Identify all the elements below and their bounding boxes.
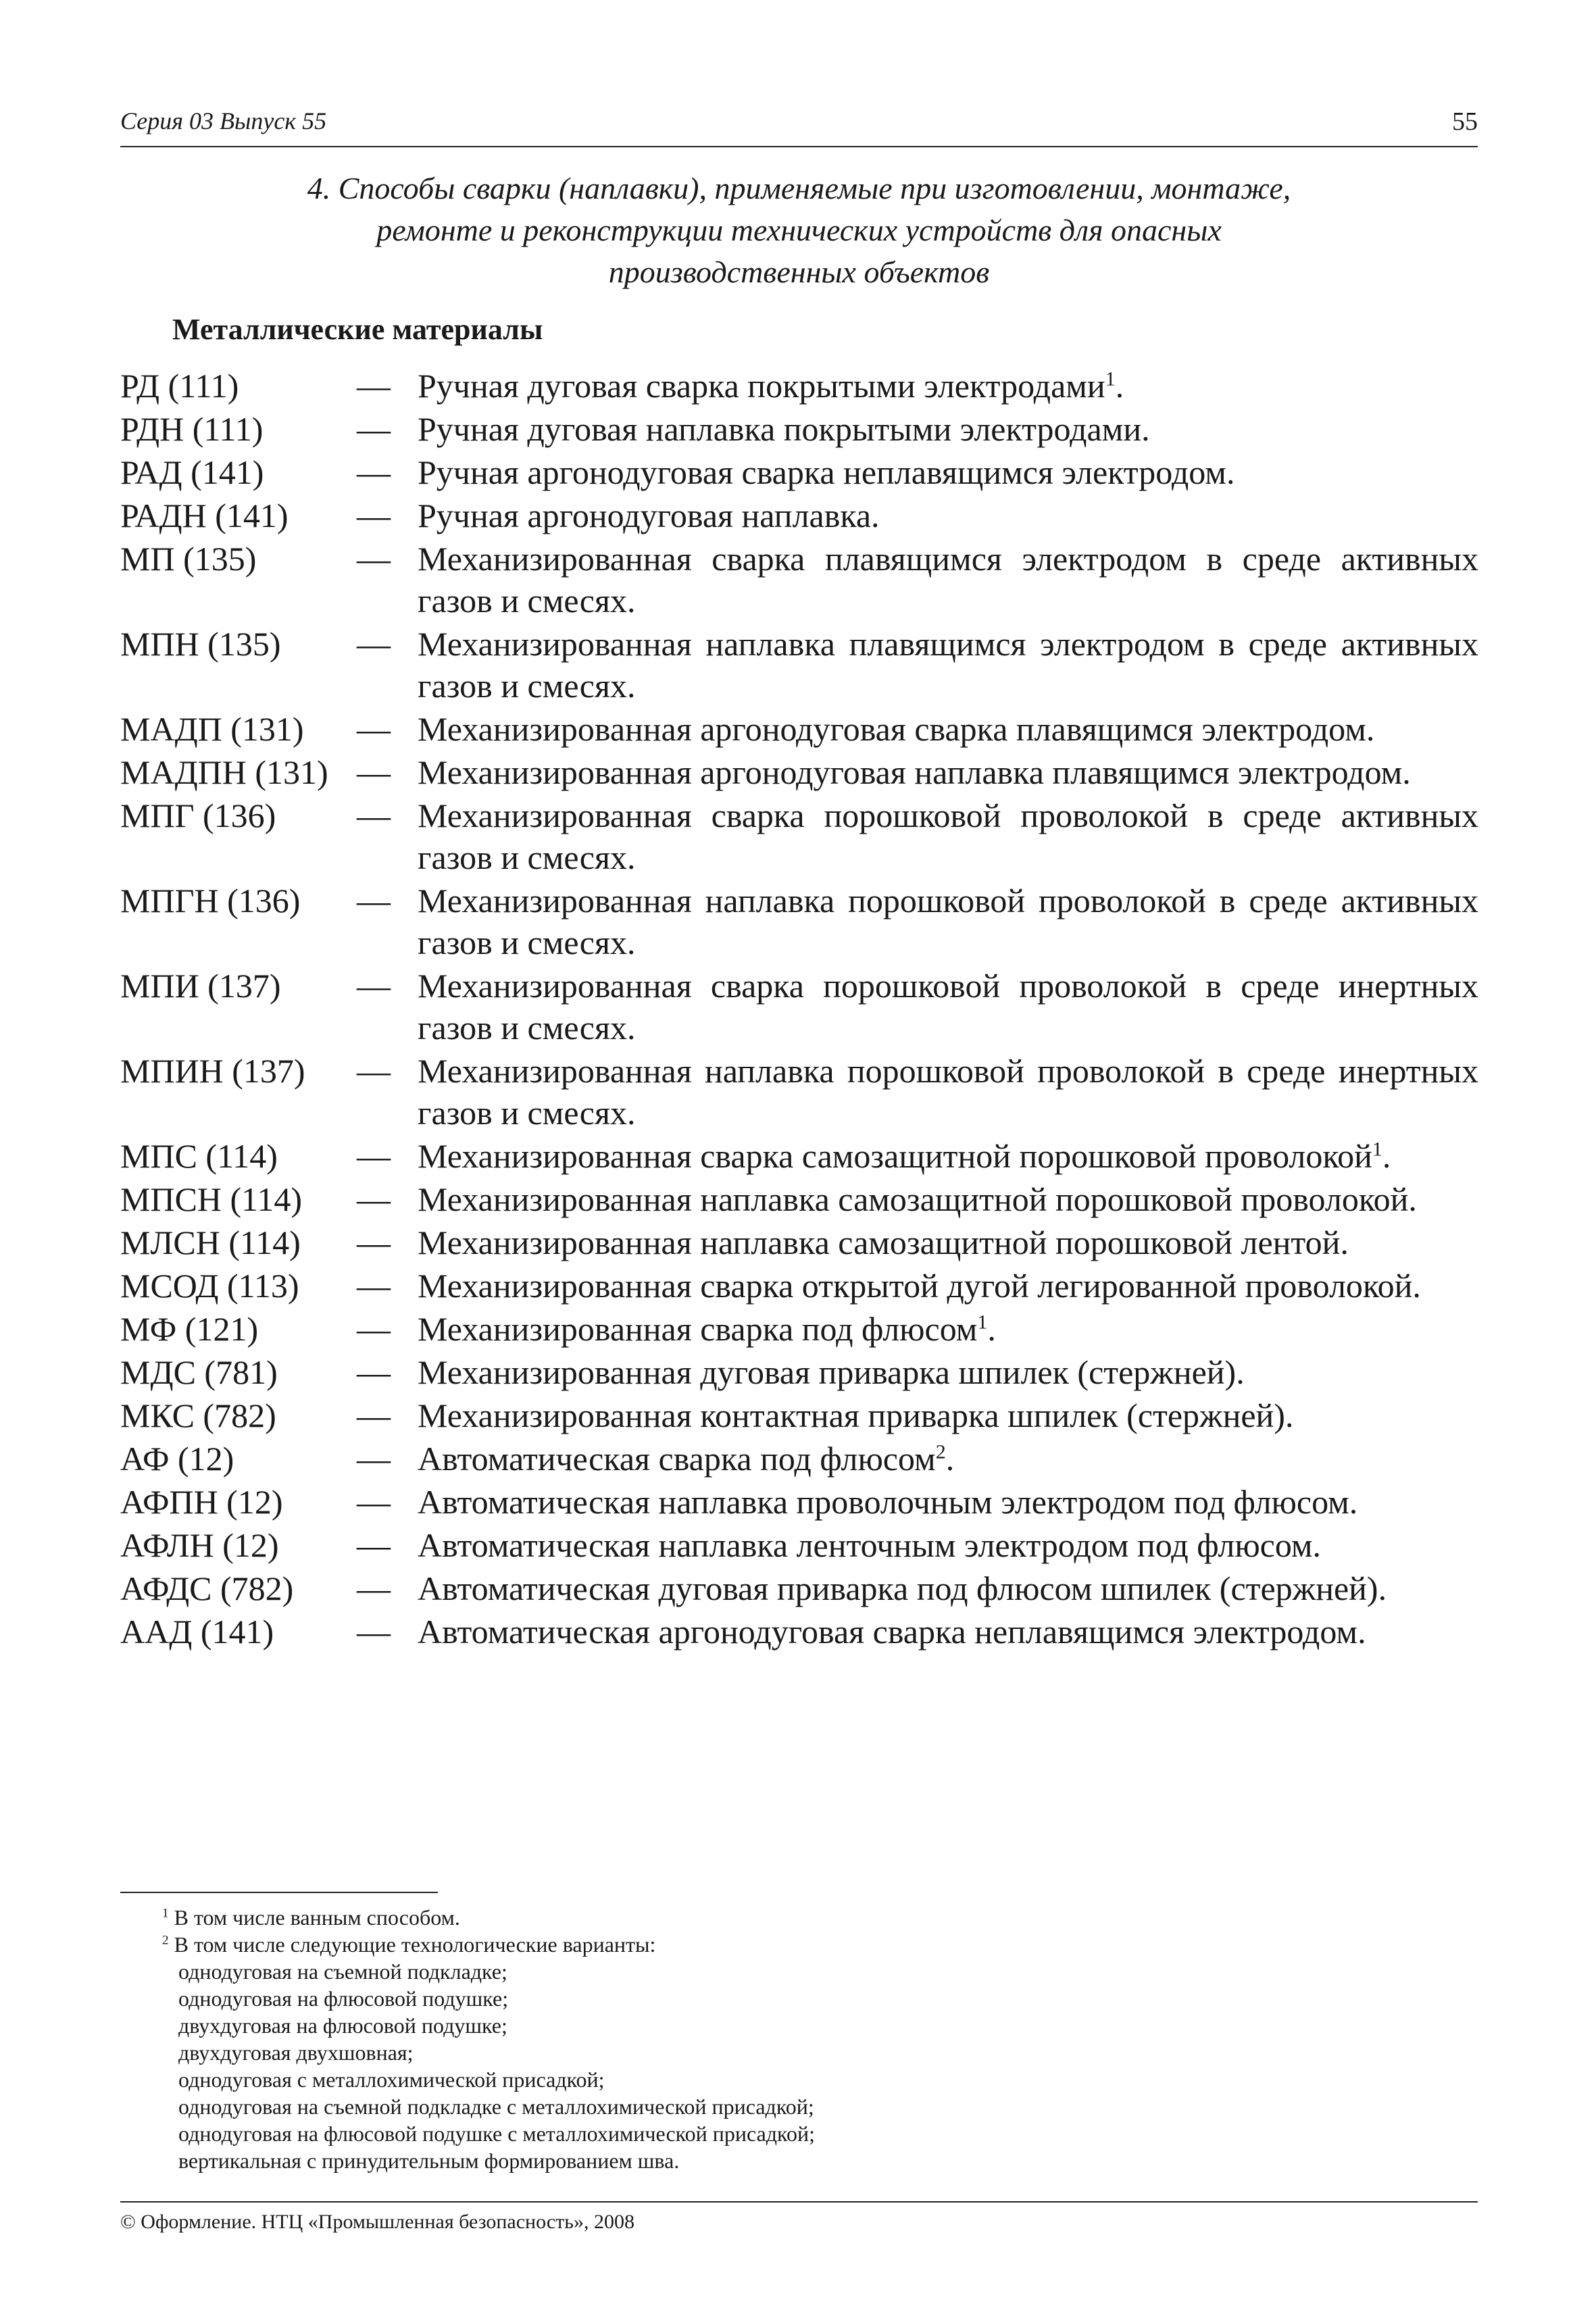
method-description: Механизированная сварка порошковой проволокой в среде активных газов и смесях. bbox=[418, 797, 1478, 876]
dash: — bbox=[357, 453, 391, 491]
method-description: Механизированная аргонодуговая наплавка плавящимся электродом. bbox=[418, 753, 1411, 791]
dash: — bbox=[357, 1526, 391, 1564]
method-code: МПСН (114) bbox=[120, 1180, 302, 1218]
footnote-ref: 1 bbox=[977, 1311, 988, 1334]
list-item bbox=[120, 1611, 1478, 1653]
list-item bbox=[120, 1481, 1478, 1523]
method-description bbox=[418, 1135, 1478, 1177]
method-code: АФ (12) bbox=[120, 1440, 234, 1478]
footnote-variant: однодуговая на съемной подкладке; bbox=[178, 1959, 507, 1984]
method-description: Механизированная сварка открытой дугой легированной проволокой. bbox=[418, 1267, 1421, 1305]
list-item bbox=[120, 1438, 1478, 1480]
method-description bbox=[418, 1308, 1478, 1350]
list-item bbox=[120, 538, 1478, 622]
footnote-ref: 1 bbox=[1105, 368, 1116, 391]
section-title-line: ремонте и реконструкции технических устройств для опасных bbox=[376, 213, 1222, 247]
method-description: Механизированная аргонодуговая сварка плавящимся электродом. bbox=[418, 710, 1375, 748]
method-code: МФ (121) bbox=[120, 1310, 259, 1348]
footnote-variant: однодуговая с металлохимической присадкой; bbox=[178, 2067, 605, 2092]
method-code: МПС (114) bbox=[120, 1137, 278, 1175]
method-code: РДН (111) bbox=[120, 410, 264, 448]
method-description: Механизированная контактная приварка шпилек (стержней). bbox=[418, 1397, 1294, 1434]
dash: — bbox=[357, 1483, 391, 1521]
dash: — bbox=[357, 1137, 391, 1175]
dash: — bbox=[357, 753, 391, 791]
punctuation: . bbox=[1382, 1137, 1391, 1175]
description-text: Автоматическая сварка под флюсом bbox=[418, 1440, 936, 1478]
method-description: Механизированная наплавка самозащитной порошковой проволокой. bbox=[418, 1180, 1417, 1218]
method-code: МАДП (131) bbox=[120, 710, 304, 748]
method-code: МПГ (136) bbox=[120, 797, 276, 834]
method-description: Автоматическая аргонодуговая сварка неплавящимся электродом. bbox=[418, 1613, 1366, 1651]
list-item bbox=[120, 1351, 1478, 1393]
footnote-variant: двухдуговая на флюсовой подушке; bbox=[178, 2013, 507, 2038]
welding-methods-list bbox=[120, 365, 1478, 1654]
method-description: Автоматическая дуговая приварка под флюсом шпилек (стержней). bbox=[418, 1569, 1387, 1607]
footnote-variant: вертикальная с принудительным формированием шва. bbox=[178, 2148, 680, 2173]
description-text: Механизированная сварка самозащитной порошковой проволокой bbox=[418, 1137, 1372, 1175]
list-item bbox=[120, 1394, 1478, 1436]
method-code: АФЛН (12) bbox=[120, 1526, 279, 1564]
method-description: Механизированная наплавка порошковой проволокой в среде активных газов и смесях. bbox=[418, 882, 1478, 961]
list-item bbox=[120, 365, 1478, 407]
footnote-variant: однодуговая на флюсовой подушке; bbox=[178, 1986, 509, 2011]
method-code: МПГН (136) bbox=[120, 882, 301, 920]
method-description: Механизированная наплавка плавящимся электродом в среде активных газов и смесях. bbox=[418, 625, 1478, 705]
punctuation: . bbox=[945, 1440, 955, 1478]
method-description: Механизированная сварка порошковой проволокой в среде инертных газов и смесях. bbox=[418, 967, 1478, 1047]
dash: — bbox=[357, 1052, 391, 1090]
method-code: МПН (135) bbox=[120, 625, 281, 663]
page-number: 55 bbox=[1452, 107, 1478, 136]
list-item bbox=[120, 708, 1478, 750]
method-description: Ручная дуговая наплавка покрытыми электродами. bbox=[418, 410, 1150, 448]
dash: — bbox=[357, 710, 391, 748]
dash: — bbox=[357, 797, 391, 834]
footnote-variant: однодуговая на съемной подкладке с металлохимической присадкой; bbox=[178, 2094, 814, 2119]
list-item bbox=[120, 495, 1478, 536]
dash: — bbox=[357, 367, 391, 405]
description-text: Механизированная сварка под флюсом bbox=[418, 1310, 978, 1348]
dash: — bbox=[357, 1224, 391, 1261]
footnote-ref: 2 bbox=[935, 1440, 946, 1463]
dash: — bbox=[357, 1440, 391, 1478]
method-description: Автоматическая наплавка проволочным электродом под флюсом. bbox=[418, 1483, 1358, 1521]
method-code: РАД (141) bbox=[120, 453, 264, 491]
page-header bbox=[120, 107, 1478, 147]
list-item bbox=[120, 1222, 1478, 1263]
dash: — bbox=[357, 410, 391, 448]
dash: — bbox=[357, 1397, 391, 1434]
dash: — bbox=[357, 1569, 391, 1607]
method-description: Ручная аргонодуговая наплавка. bbox=[418, 497, 880, 534]
method-description: Механизированная сварка плавящимся электродом в среде активных газов и смесях. bbox=[418, 540, 1478, 620]
dash: — bbox=[357, 540, 391, 578]
list-item bbox=[120, 451, 1478, 493]
footnote-text: В том числе ванным способом. bbox=[168, 1905, 460, 1930]
method-code: МАДПН (131) bbox=[120, 753, 328, 791]
section-title-line: производственных объектов bbox=[608, 255, 990, 289]
punctuation: . bbox=[1115, 367, 1124, 405]
method-code: АФДС (782) bbox=[120, 1569, 294, 1607]
dash: — bbox=[357, 1267, 391, 1305]
series-label: Серия 03 Выпуск 55 bbox=[120, 107, 327, 134]
method-code: ААД (141) bbox=[120, 1613, 274, 1651]
list-item bbox=[120, 1050, 1478, 1134]
method-code: МСОД (113) bbox=[120, 1267, 299, 1305]
list-item bbox=[120, 795, 1478, 878]
dash: — bbox=[357, 1613, 391, 1651]
footnote-mark: 1 bbox=[162, 1906, 169, 1921]
list-item bbox=[120, 408, 1478, 450]
list-item bbox=[120, 751, 1478, 793]
list-item bbox=[120, 1524, 1478, 1566]
footnote-text: В том числе следующие технологические варианты: bbox=[168, 1932, 656, 1957]
method-description bbox=[418, 365, 1478, 407]
dash: — bbox=[357, 625, 391, 663]
footnote-variant: однодуговая на флюсовой подушке с металлохимической присадкой; bbox=[178, 2121, 815, 2146]
footnote-mark: 2 bbox=[162, 1933, 169, 1948]
section-title-line: 4. Способы сварки (наплавки), применяемые при изготовлении, монтаже, bbox=[307, 171, 1291, 205]
dash: — bbox=[357, 1180, 391, 1218]
method-description: Механизированная наплавка порошковой проволокой в среде инертных газов и смесях. bbox=[418, 1052, 1478, 1132]
method-code: РД (111) bbox=[120, 367, 239, 405]
dash: — bbox=[357, 967, 391, 1005]
punctuation: . bbox=[987, 1310, 996, 1348]
method-description: Ручная аргонодуговая сварка неплавящимся электродом. bbox=[418, 453, 1235, 491]
footnote-ref: 1 bbox=[1372, 1138, 1382, 1161]
list-item bbox=[120, 1308, 1478, 1350]
method-code: МКС (782) bbox=[120, 1397, 276, 1434]
method-code: МДС (781) bbox=[120, 1353, 278, 1391]
method-description: Автоматическая наплавка ленточным электродом под флюсом. bbox=[418, 1526, 1322, 1564]
list-item bbox=[120, 1135, 1478, 1177]
footnotes bbox=[162, 1904, 815, 2174]
description-text: Ручная дуговая сварка покрытыми электродами bbox=[418, 367, 1105, 405]
list-item bbox=[120, 965, 1478, 1049]
dash: — bbox=[357, 497, 391, 534]
footnote-2 bbox=[162, 1931, 815, 1958]
method-code: РАДН (141) bbox=[120, 497, 289, 534]
subheading: Металлические материалы bbox=[172, 313, 543, 346]
dash: — bbox=[357, 1310, 391, 1348]
footnote-divider bbox=[120, 1892, 438, 1893]
dash: — bbox=[357, 1353, 391, 1391]
method-description: Механизированная дуговая приварка шпилек (стержней). bbox=[418, 1353, 1245, 1391]
footnote-variant: двухдуговая двухшовная; bbox=[178, 2040, 414, 2065]
footnote-1 bbox=[162, 1904, 815, 1931]
list-item bbox=[120, 1567, 1478, 1609]
list-item bbox=[120, 880, 1478, 963]
list-item bbox=[120, 1178, 1478, 1220]
section-title bbox=[120, 168, 1478, 293]
footer-divider bbox=[120, 2201, 1478, 2203]
method-description bbox=[418, 1438, 1478, 1480]
list-item bbox=[120, 623, 1478, 707]
method-code: АФПН (12) bbox=[120, 1483, 283, 1521]
method-code: МП (135) bbox=[120, 540, 257, 578]
list-item bbox=[120, 1265, 1478, 1307]
method-code: МПИ (137) bbox=[120, 967, 281, 1005]
method-description: Механизированная наплавка самозащитной порошковой лентой. bbox=[418, 1224, 1349, 1261]
dash: — bbox=[357, 882, 391, 920]
method-code: МПИН (137) bbox=[120, 1052, 305, 1090]
method-code: МЛСН (114) bbox=[120, 1224, 301, 1261]
copyright-footer: © Оформление. НТЦ «Промышленная безопасность», 2008 bbox=[120, 2211, 634, 2233]
